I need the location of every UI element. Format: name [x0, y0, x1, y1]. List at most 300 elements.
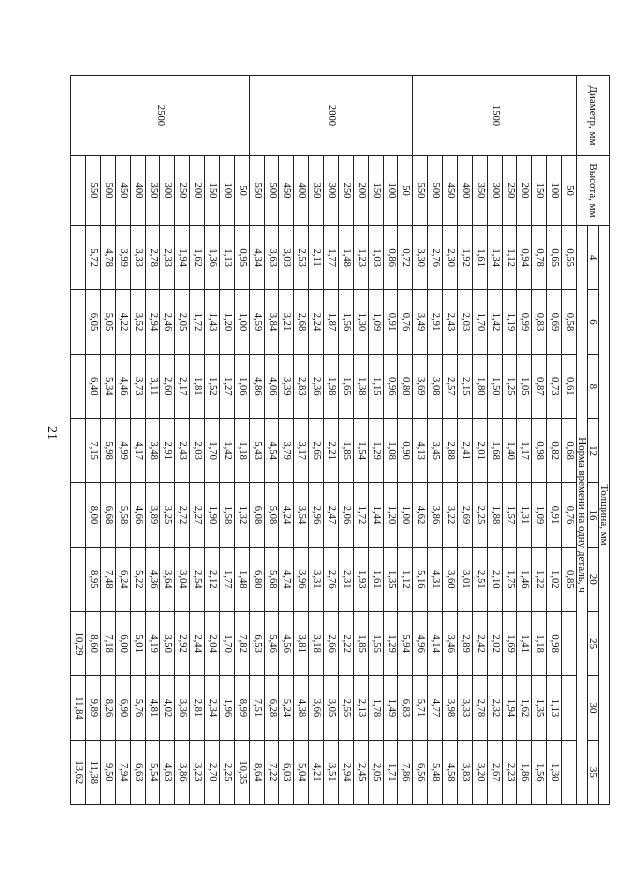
value-cell: 4,99 [115, 418, 130, 482]
value-cell: 4,96 [413, 611, 428, 675]
value-cell: 3,79 [279, 418, 294, 482]
value-cell: 2,92 [175, 611, 190, 675]
value-cell: 1,68 [487, 418, 502, 482]
value-cell: 2,44 [190, 611, 205, 675]
value-cell [562, 676, 577, 740]
value-cell: 1,52 [205, 354, 220, 418]
table-row [145, 76, 160, 805]
value-cell: 1,03 [368, 226, 383, 290]
height-cell: 100 [383, 156, 398, 226]
thickness-column-header: 25 [588, 611, 599, 675]
value-cell: 1,94 [502, 676, 517, 740]
value-cell: 2,76 [324, 547, 339, 611]
value-cell: 0,98 [547, 611, 562, 675]
value-cell: 4,19 [145, 611, 160, 675]
value-cell: 4,58 [443, 740, 458, 804]
value-cell: 0,83 [532, 290, 547, 354]
value-cell: 5,22 [130, 547, 145, 611]
value-cell: 3,63 [264, 226, 279, 290]
value-cell: 1,96 [220, 676, 235, 740]
table-row [175, 76, 190, 805]
value-cell: 1,44 [368, 483, 383, 547]
value-cell: 2,89 [458, 611, 473, 675]
value-cell: 4,02 [160, 676, 175, 740]
value-cell [71, 483, 86, 547]
value-cell: 8,99 [234, 676, 249, 740]
value-cell: 1,48 [339, 226, 354, 290]
value-cell: 3,20 [472, 740, 487, 804]
value-cell: 2,05 [175, 290, 190, 354]
value-cell: 1,29 [383, 611, 398, 675]
value-cell: 6,28 [264, 676, 279, 740]
value-cell [562, 611, 577, 675]
value-cell: 0,58 [562, 290, 577, 354]
value-cell: 5,08 [264, 483, 279, 547]
rotated-table [70, 75, 610, 805]
value-cell: 2,91 [160, 418, 175, 482]
value-cell: 4,63 [160, 740, 175, 804]
value-cell: 1,69 [502, 611, 517, 675]
height-cell: 50 [562, 156, 577, 226]
value-cell: 2,47 [324, 483, 339, 547]
value-cell: 0,69 [547, 290, 562, 354]
value-cell: 2,66 [324, 611, 339, 675]
value-cell: 1,62 [190, 226, 205, 290]
value-cell: 4,38 [294, 676, 309, 740]
value-cell: 4,78 [101, 226, 116, 290]
height-cell: 150 [205, 156, 220, 226]
value-cell: 1,48 [234, 547, 249, 611]
value-cell: 1,86 [517, 740, 532, 804]
table-row [205, 76, 220, 805]
value-cell: 3,03 [279, 226, 294, 290]
value-cell: 4,17 [130, 418, 145, 482]
value-cell: 6,56 [413, 740, 428, 804]
value-cell: 7,86 [398, 740, 413, 804]
value-cell: 3,96 [294, 547, 309, 611]
value-cell: 1,08 [383, 418, 398, 482]
value-cell: 1,00 [234, 290, 249, 354]
value-cell: 3,18 [309, 611, 324, 675]
value-cell: 1,58 [220, 483, 235, 547]
value-cell: 2,05 [368, 740, 383, 804]
value-cell: 2,15 [458, 354, 473, 418]
value-cell: 2,25 [220, 740, 235, 804]
value-cell: 3,31 [309, 547, 324, 611]
value-cell: 1,81 [190, 354, 205, 418]
value-cell: 0,80 [398, 354, 413, 418]
value-cell: 9,89 [86, 676, 101, 740]
value-cell: 3,49 [413, 290, 428, 354]
value-cell: 2,76 [428, 226, 443, 290]
value-cell: 0,96 [383, 354, 398, 418]
value-cell: 1,30 [547, 740, 562, 804]
height-cell: 450 [443, 156, 458, 226]
value-cell: 2,31 [339, 547, 354, 611]
value-cell: 3,69 [413, 354, 428, 418]
value-cell: 4,56 [279, 611, 294, 675]
value-cell: 3,86 [428, 483, 443, 547]
height-cell: 50 [234, 156, 249, 226]
value-cell: 0,98 [532, 418, 547, 482]
value-cell: 3,04 [175, 547, 190, 611]
value-cell: 4,13 [413, 418, 428, 482]
value-cell: 1,29 [368, 418, 383, 482]
value-cell: 4,22 [115, 290, 130, 354]
height-cell: 300 [160, 156, 175, 226]
value-cell: 1,61 [368, 547, 383, 611]
value-cell: 0,87 [532, 354, 547, 418]
value-cell: 4,86 [249, 354, 264, 418]
table-row [547, 76, 562, 805]
height-cell: 200 [190, 156, 205, 226]
value-cell: 0,94 [517, 226, 532, 290]
value-cell: 4,59 [249, 290, 264, 354]
height-cell: 150 [532, 156, 547, 226]
value-cell: 3,84 [264, 290, 279, 354]
value-cell: 5,94 [398, 611, 413, 675]
table-row [472, 76, 487, 805]
value-cell: 7,94 [115, 740, 130, 804]
value-cell: 2,94 [339, 740, 354, 804]
value-cell: 3,48 [145, 418, 160, 482]
value-cell: 1,77 [324, 226, 339, 290]
value-cell: 0,95 [234, 226, 249, 290]
value-cell: 2,57 [443, 354, 458, 418]
height-cell: 200 [353, 156, 368, 226]
value-cell: 0,91 [383, 290, 398, 354]
table-row [443, 76, 458, 805]
value-cell: 2,17 [175, 354, 190, 418]
value-cell: 1,65 [339, 354, 354, 418]
value-cell: 1,72 [353, 483, 368, 547]
table-row [190, 76, 205, 805]
value-cell: 1,36 [205, 226, 220, 290]
table-row [220, 76, 235, 805]
value-cell [71, 418, 86, 482]
height-cell: 100 [547, 156, 562, 226]
table-row [309, 76, 324, 805]
value-cell: 3,66 [309, 676, 324, 740]
value-cell: 0,76 [562, 483, 577, 547]
height-cell: 350 [309, 156, 324, 226]
thickness-column-header: 16 [588, 483, 599, 547]
value-cell: 1,49 [383, 676, 398, 740]
value-cell: 2,67 [487, 740, 502, 804]
value-cell: 1,75 [502, 547, 517, 611]
height-header: Высота, мм [577, 156, 610, 226]
value-cell: 2,69 [458, 483, 473, 547]
value-cell: 0,76 [398, 290, 413, 354]
value-cell: 2,04 [205, 611, 220, 675]
thickness-column-header: 12 [588, 418, 599, 482]
height-cell: 550 [249, 156, 264, 226]
value-cell: 3,33 [458, 676, 473, 740]
value-cell: 5,24 [279, 676, 294, 740]
value-cell: 3,39 [279, 354, 294, 418]
thickness-column-header: 8 [588, 354, 599, 418]
table-row [383, 76, 398, 805]
value-cell: 2,25 [472, 483, 487, 547]
value-cell: 1,78 [368, 676, 383, 740]
value-cell: 2,36 [309, 354, 324, 418]
value-cell: 6,80 [249, 547, 264, 611]
value-cell: 1,27 [220, 354, 235, 418]
table-row [101, 76, 116, 805]
value-cell: 2,34 [205, 676, 220, 740]
value-cell: 5,54 [145, 740, 160, 804]
value-cell: 2,03 [458, 290, 473, 354]
value-cell: 2,12 [205, 547, 220, 611]
value-cell: 2,45 [353, 740, 368, 804]
value-cell: 1,93 [353, 547, 368, 611]
value-cell: 1,50 [487, 354, 502, 418]
value-cell: 4,74 [279, 547, 294, 611]
value-cell: 1,80 [472, 354, 487, 418]
height-cell: 500 [264, 156, 279, 226]
value-cell: 1,54 [353, 418, 368, 482]
value-cell: 0,73 [547, 354, 562, 418]
value-cell: 2,10 [487, 547, 502, 611]
value-cell: 3,50 [160, 611, 175, 675]
height-cell: 50 [398, 156, 413, 226]
height-cell: 400 [458, 156, 473, 226]
value-cell: 1,12 [502, 226, 517, 290]
value-cell: 1,35 [383, 547, 398, 611]
height-cell: 200 [517, 156, 532, 226]
table-row [234, 76, 249, 805]
value-cell: 1,62 [517, 676, 532, 740]
value-cell: 1,09 [532, 483, 547, 547]
value-cell: 2,72 [175, 483, 190, 547]
value-cell: 6,40 [86, 354, 101, 418]
value-cell: 2,27 [190, 483, 205, 547]
value-cell [71, 226, 86, 290]
value-cell: 3,08 [428, 354, 443, 418]
value-cell: 3,89 [145, 483, 160, 547]
value-cell: 3,99 [115, 226, 130, 290]
value-cell: 0,85 [562, 547, 577, 611]
value-cell: 5,48 [428, 740, 443, 804]
value-cell: 0,65 [547, 226, 562, 290]
table-row [353, 76, 368, 805]
value-cell: 1,18 [234, 418, 249, 482]
height-cell: 250 [175, 156, 190, 226]
value-cell: 0,82 [547, 418, 562, 482]
value-cell: 13,62 [71, 740, 86, 804]
value-cell: 4,66 [130, 483, 145, 547]
value-cell: 11,38 [86, 740, 101, 804]
value-cell: 7,51 [249, 676, 264, 740]
table-row [487, 76, 502, 805]
value-cell: 2,23 [502, 740, 517, 804]
value-cell: 5,72 [86, 226, 101, 290]
value-cell: 2,32 [487, 676, 502, 740]
value-cell: 6,90 [115, 676, 130, 740]
diameter-cell: 2000 [249, 76, 413, 156]
height-cell [71, 156, 86, 226]
value-cell: 1,85 [339, 418, 354, 482]
table-row [458, 76, 473, 805]
value-cell: 6,03 [279, 740, 294, 804]
value-cell: 3,45 [428, 418, 443, 482]
value-cell: 4,31 [428, 547, 443, 611]
value-cell: 3,83 [458, 740, 473, 804]
value-cell: 1,13 [547, 676, 562, 740]
value-cell: 2,11 [309, 226, 324, 290]
value-cell: 4,62 [413, 483, 428, 547]
value-cell: 1,70 [472, 290, 487, 354]
value-cell: 3,05 [324, 676, 339, 740]
value-cell: 1,42 [220, 418, 235, 482]
height-cell: 350 [145, 156, 160, 226]
value-cell: 1,25 [502, 354, 517, 418]
value-cell: 0,61 [562, 354, 577, 418]
table-row [368, 76, 383, 805]
value-cell: 8,60 [86, 611, 101, 675]
diameter-cell: 1500 [413, 76, 577, 156]
value-cell: 6,05 [86, 290, 101, 354]
value-cell: 1,90 [205, 483, 220, 547]
value-cell: 1,09 [368, 290, 383, 354]
value-cell: 2,81 [190, 676, 205, 740]
value-cell: 5,68 [264, 547, 279, 611]
value-cell: 1,38 [353, 354, 368, 418]
value-cell: 1,98 [324, 354, 339, 418]
value-cell: 8,95 [86, 547, 101, 611]
value-cell: 1,40 [502, 418, 517, 482]
value-cell: 1,55 [368, 611, 383, 675]
value-cell: 1,88 [487, 483, 502, 547]
value-cell: 4,14 [428, 611, 443, 675]
value-cell: 2,43 [443, 290, 458, 354]
value-cell: 1,71 [383, 740, 398, 804]
value-cell: 7,48 [101, 547, 116, 611]
value-cell: 1,23 [353, 226, 368, 290]
value-cell: 1,72 [190, 290, 205, 354]
value-cell: 2,21 [324, 418, 339, 482]
value-cell: 0,86 [383, 226, 398, 290]
value-cell: 1,12 [398, 547, 413, 611]
value-cell: 0,55 [562, 226, 577, 290]
norms-table [70, 75, 610, 805]
value-cell: 1,22 [532, 547, 547, 611]
height-cell: 150 [368, 156, 383, 226]
value-cell: 0,90 [398, 418, 413, 482]
value-cell: 2,54 [190, 547, 205, 611]
value-cell: 3,33 [130, 226, 145, 290]
value-cell: 4,24 [279, 483, 294, 547]
table-row [115, 76, 130, 805]
value-cell: 1,46 [517, 547, 532, 611]
height-cell: 450 [279, 156, 294, 226]
value-cell: 1,32 [234, 483, 249, 547]
page-number: 21 [44, 426, 59, 440]
value-cell: 5,46 [264, 611, 279, 675]
value-cell: 2,68 [294, 290, 309, 354]
value-cell: 3,64 [160, 547, 175, 611]
table-row [532, 76, 547, 805]
value-cell [71, 290, 86, 354]
norm-header: Норма времени на одну деталь, ч [577, 226, 588, 805]
value-cell: 2,41 [458, 418, 473, 482]
thickness-column-header: 4 [588, 226, 599, 290]
table-row [428, 76, 443, 805]
value-cell: 5,98 [101, 418, 116, 482]
value-cell: 2,96 [309, 483, 324, 547]
value-cell: 3,81 [294, 611, 309, 675]
value-cell: 4,54 [264, 418, 279, 482]
value-cell: 1,20 [383, 483, 398, 547]
value-cell: 2,60 [160, 354, 175, 418]
value-cell: 2,43 [175, 418, 190, 482]
value-cell: 7,18 [101, 611, 116, 675]
height-cell: 300 [487, 156, 502, 226]
value-cell: 2,24 [309, 290, 324, 354]
value-cell: 5,04 [294, 740, 309, 804]
height-cell: 250 [339, 156, 354, 226]
value-cell [562, 740, 577, 804]
value-cell: 1,70 [205, 418, 220, 482]
value-cell: 11,84 [71, 676, 86, 740]
table-row [324, 76, 339, 805]
value-cell: 2,13 [353, 676, 368, 740]
table-row [517, 76, 532, 805]
value-cell: 1,13 [220, 226, 235, 290]
height-cell: 500 [101, 156, 116, 226]
value-cell: 1,30 [353, 290, 368, 354]
value-cell: 5,16 [413, 547, 428, 611]
value-cell: 3,54 [294, 483, 309, 547]
value-cell: 2,06 [339, 483, 354, 547]
value-cell: 0,91 [547, 483, 562, 547]
value-cell: 0,68 [562, 418, 577, 482]
value-cell: 4,81 [145, 676, 160, 740]
table-row [562, 76, 577, 805]
value-cell: 3,25 [160, 483, 175, 547]
value-cell: 10,29 [71, 611, 86, 675]
value-cell: 2,03 [190, 418, 205, 482]
value-cell: 6,08 [249, 483, 264, 547]
value-cell: 4,46 [115, 354, 130, 418]
table-row [502, 76, 517, 805]
value-cell: 2,94 [145, 290, 160, 354]
rotated-table-frame [70, 75, 610, 805]
value-cell: 2,78 [145, 226, 160, 290]
value-cell: 1,31 [517, 483, 532, 547]
value-cell: 1,34 [487, 226, 502, 290]
table-row [294, 76, 309, 805]
table-row [279, 76, 294, 805]
value-cell: 5,43 [249, 418, 264, 482]
value-cell: 8,64 [249, 740, 264, 804]
value-cell: 1,35 [532, 676, 547, 740]
value-cell: 2,91 [428, 290, 443, 354]
value-cell: 1,94 [175, 226, 190, 290]
value-cell: 1,56 [532, 740, 547, 804]
value-cell: 1,77 [220, 547, 235, 611]
value-cell: 1,02 [547, 547, 562, 611]
value-cell: 1,17 [517, 418, 532, 482]
table-row [264, 76, 279, 805]
table-row [249, 76, 264, 805]
value-cell: 1,18 [532, 611, 547, 675]
value-cell: 1,61 [472, 226, 487, 290]
value-cell: 0,78 [532, 226, 547, 290]
value-cell: 2,51 [472, 547, 487, 611]
value-cell: 7,15 [86, 418, 101, 482]
value-cell: 2,78 [472, 676, 487, 740]
